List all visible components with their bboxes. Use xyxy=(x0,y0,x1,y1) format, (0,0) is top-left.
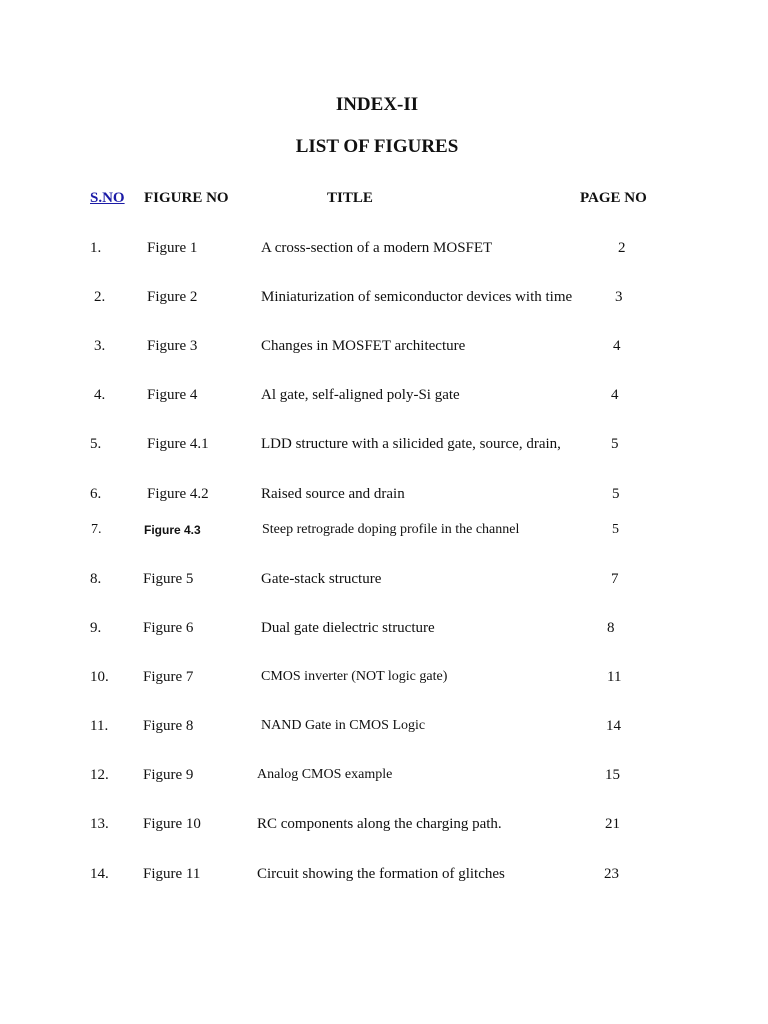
row-sno: 10. xyxy=(90,669,109,685)
row-title: Miniaturization of semiconductor devices with time xyxy=(261,289,573,305)
list-of-figures-heading: LIST OF FIGURES xyxy=(295,136,459,157)
row-title: NAND Gate in CMOS Logic xyxy=(261,718,426,733)
row-figure-no: Figure 9 xyxy=(143,767,194,783)
row-title: Analog CMOS example xyxy=(257,767,393,782)
row-title: Changes in MOSFET architecture xyxy=(261,338,466,354)
row-title: A cross-section of a modern MOSFET xyxy=(261,240,493,256)
row-title: Steep retrograde doping profile in the channel xyxy=(262,522,520,537)
column-header-page-no: PAGE NO xyxy=(580,190,647,206)
row-page-no: 14 xyxy=(606,718,621,734)
row-sno: 12. xyxy=(90,767,109,783)
row-figure-no: Figure 10 xyxy=(143,816,201,832)
column-header-sno[interactable]: S.NO xyxy=(90,190,125,206)
row-title: LDD structure with a silicided gate, source, drain, xyxy=(261,436,561,452)
row-figure-no: Figure 4 xyxy=(147,387,198,403)
column-header-figure-no: FIGURE NO xyxy=(144,190,229,206)
row-figure-no: Figure 11 xyxy=(143,866,201,882)
row-figure-no: Figure 4.2 xyxy=(147,486,209,502)
row-figure-no: Figure 3 xyxy=(147,338,198,354)
row-page-no: 11 xyxy=(607,669,622,685)
row-figure-no: Figure 4.3 xyxy=(144,523,201,537)
row-title: Raised source and drain xyxy=(261,486,405,502)
row-sno: 4. xyxy=(94,387,106,403)
row-sno: 2. xyxy=(94,289,106,305)
row-title: Dual gate dielectric structure xyxy=(261,620,435,636)
column-header-title: TITLE xyxy=(327,190,373,206)
row-figure-no: Figure 8 xyxy=(143,718,194,734)
row-page-no: 5 xyxy=(612,522,619,537)
index-heading: INDEX-II xyxy=(335,94,419,115)
row-title: Circuit showing the formation of glitches xyxy=(257,866,505,882)
row-title: Gate-stack structure xyxy=(261,571,382,587)
row-sno: 11. xyxy=(90,718,109,734)
row-figure-no: Figure 4.1 xyxy=(147,436,209,452)
row-page-no: 5 xyxy=(612,486,620,502)
row-figure-no: Figure 2 xyxy=(147,289,198,305)
row-sno: 13. xyxy=(90,816,109,832)
row-page-no: 23 xyxy=(604,866,619,882)
row-page-no: 21 xyxy=(605,816,620,832)
row-figure-no: Figure 7 xyxy=(143,669,194,685)
row-page-no: 4 xyxy=(613,338,621,354)
row-title: RC components along the charging path. xyxy=(257,816,502,832)
row-page-no: 5 xyxy=(611,436,619,452)
row-sno: 7. xyxy=(91,522,102,537)
row-sno: 6. xyxy=(90,486,102,502)
row-figure-no: Figure 6 xyxy=(143,620,194,636)
row-sno: 3. xyxy=(94,338,106,354)
row-title: CMOS inverter (NOT logic gate) xyxy=(261,669,448,684)
row-sno: 8. xyxy=(90,571,102,587)
row-page-no: 4 xyxy=(611,387,619,403)
row-page-no: 3 xyxy=(615,289,623,305)
row-sno: 9. xyxy=(90,620,102,636)
row-figure-no: Figure 5 xyxy=(143,571,194,587)
row-sno: 14. xyxy=(90,866,109,882)
row-page-no: 15 xyxy=(605,767,620,783)
row-title: Al gate, self-aligned poly-Si gate xyxy=(261,387,460,403)
row-page-no: 8 xyxy=(607,620,615,636)
row-sno: 1. xyxy=(90,240,102,256)
row-page-no: 7 xyxy=(611,571,619,587)
row-page-no: 2 xyxy=(618,240,626,256)
row-figure-no: Figure 1 xyxy=(147,240,198,256)
row-sno: 5. xyxy=(90,436,102,452)
